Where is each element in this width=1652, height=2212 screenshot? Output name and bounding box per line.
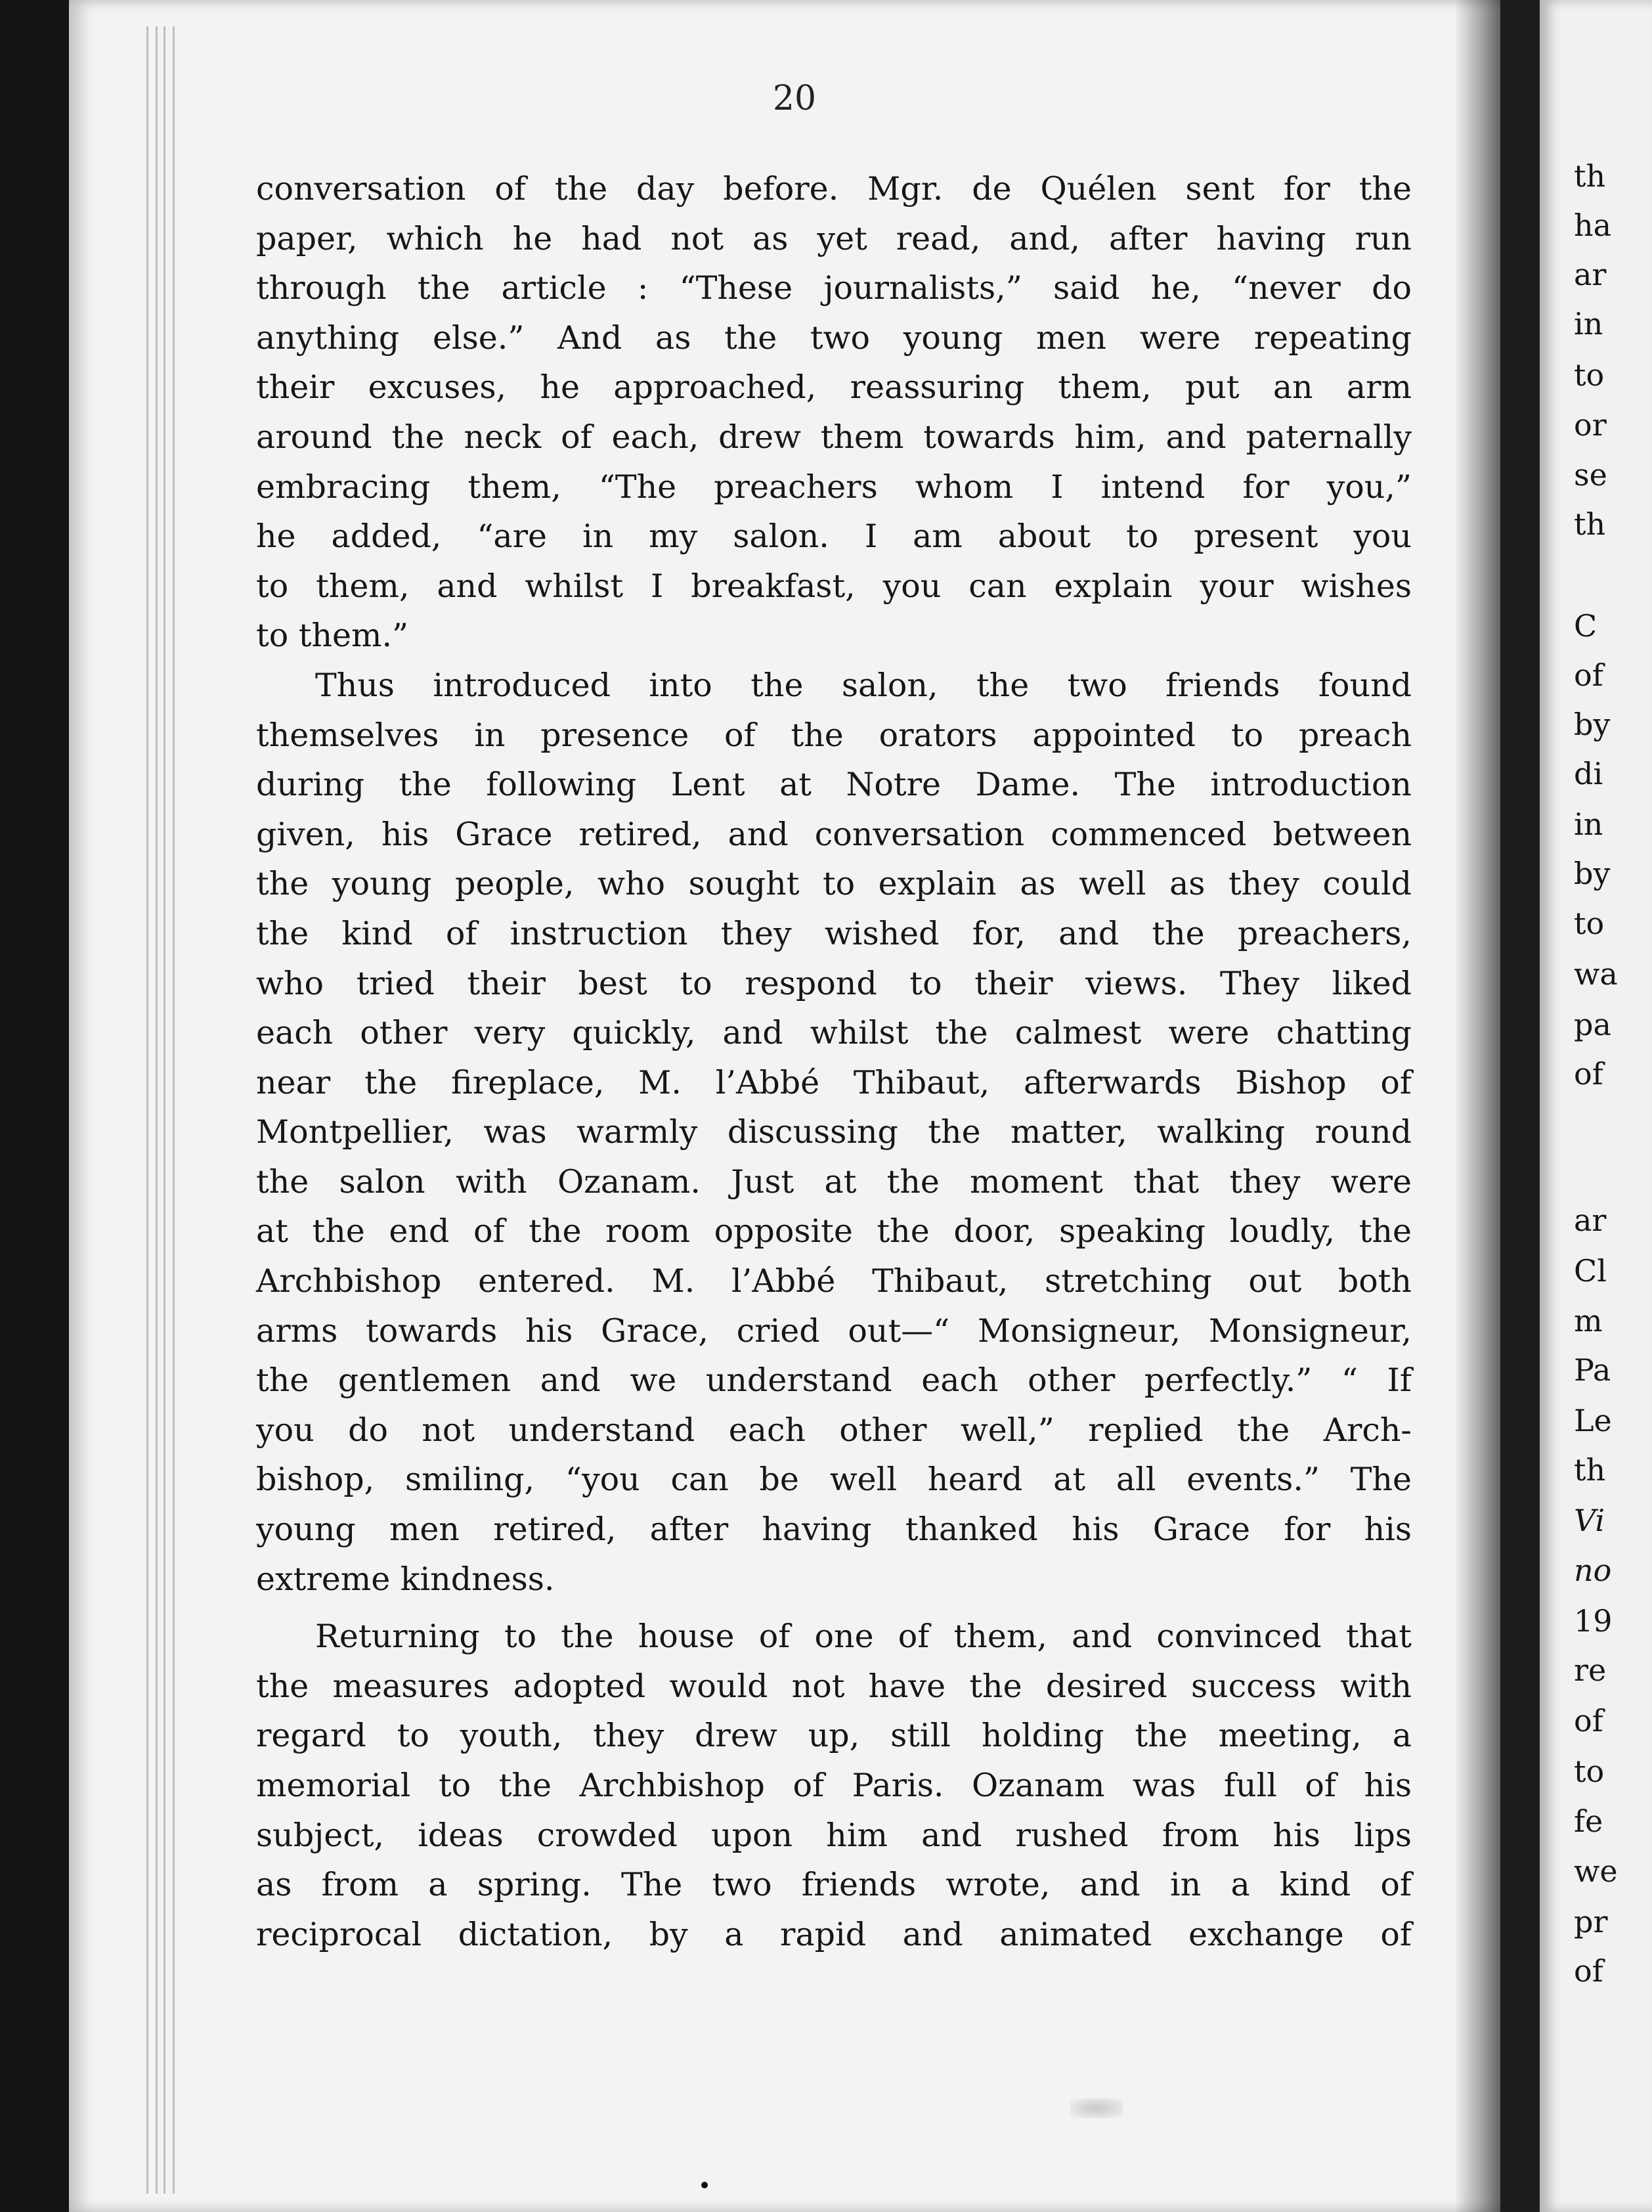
facing-page-fragment: th (1574, 506, 1606, 542)
facing-page-fragment: Pa (1574, 1352, 1611, 1388)
facing-page-fragment: Le (1574, 1403, 1612, 1438)
page-number: 20 (772, 79, 817, 118)
facing-page-fragment: wa (1574, 956, 1618, 992)
text-line: to them.” (256, 617, 409, 655)
facing-page-fragment: th (1574, 158, 1606, 194)
facing-page-fragment: re (1574, 1652, 1607, 1688)
facing-page-fragment: to (1574, 1754, 1605, 1789)
text-line: regard to youth, they drew up, still holding the meeting, a (256, 1717, 1412, 1755)
text-line: the measures adopted would not have the desired success with (256, 1667, 1412, 1705)
text-line: given, his Grace retired, and conversation commenced between (256, 815, 1412, 853)
facing-page-fragment: fe (1574, 1803, 1603, 1839)
facing-page-fragment: 19 (1574, 1603, 1613, 1639)
body-text (256, 164, 1412, 1959)
text-line: subject, ideas crowded upon him and rushed from his lips (256, 1816, 1412, 1854)
facing-page-fragment: ar (1574, 1203, 1607, 1238)
text-line: reciprocal dictation, by a rapid and animated exchange of (256, 1915, 1412, 1953)
text-line: the kind of instruction they wished for, and the preachers, (256, 914, 1412, 952)
facing-page-fragment: pa (1574, 1007, 1611, 1042)
text-line: the salon with Ozanam. Just at the moment that they were (256, 1162, 1412, 1201)
page-edge-lines (146, 26, 212, 2194)
book-gutter (1500, 0, 1540, 2212)
text-line: their excuses, he approached, reassuring them, put an arm (256, 368, 1412, 407)
print-smudge (1070, 2098, 1123, 2118)
facing-page-fragment: no (1574, 1553, 1612, 1588)
facing-page-fragment: in (1574, 807, 1603, 842)
facing-page-fragment: se (1574, 457, 1607, 493)
facing-page-fragment: C (1574, 608, 1598, 644)
text-line: who tried their best to respond to their views. They liked (256, 964, 1412, 1002)
facing-page-fragment: or (1574, 407, 1607, 443)
facing-page-fragment: th (1574, 1452, 1606, 1488)
facing-page-fragment: di (1574, 756, 1603, 791)
text-line: near the fireplace, M. l’Abbé Thibaut, afterwards Bishop of (256, 1063, 1412, 1101)
facing-page-fragment: of (1574, 1703, 1603, 1738)
text-line: bishop, smiling, “you can be well heard at all events.” The (256, 1461, 1412, 1499)
text-line: as from a spring. The two friends wrote, and in a kind of (256, 1866, 1412, 1904)
text-line: anything else.” And as the two young men were repeating (256, 319, 1412, 357)
text-line: through the article : “These journalists,” said he, “never do (256, 269, 1412, 307)
spine-shadow (1454, 0, 1500, 2212)
text-line: arms towards his Grace, cried out—“ Monsigneur, Monsigneur, (256, 1312, 1412, 1350)
facing-page-fragment: in (1574, 306, 1603, 342)
facing-page-fragment: m (1574, 1303, 1603, 1338)
facing-page-fragment: by (1574, 856, 1611, 891)
facing-page-fragment: by (1574, 707, 1611, 742)
facing-page-fragment: to (1574, 906, 1605, 941)
text-line: each other very quickly, and whilst the calmest were chatting (256, 1014, 1412, 1052)
facing-page-fragment: ar (1574, 257, 1607, 292)
facing-page-fragment: pr (1574, 1904, 1608, 1939)
text-line: memorial to the Archbishop of Paris. Ozanam was full of his (256, 1767, 1412, 1804)
text-line: the young people, who sought to explain as well as they could (256, 865, 1412, 903)
paragraph-1 (256, 164, 1412, 661)
text-line: Montpellier, was warmly discussing the matter, walking round (256, 1113, 1412, 1151)
text-line: embracing them, “The preachers whom I intend for you,” (256, 468, 1412, 506)
text-line: Archbishop entered. M. l’Abbé Thibaut, stretching out both (256, 1262, 1412, 1300)
text-line: you do not understand each other well,” replied the Arch- (256, 1411, 1412, 1449)
facing-page-fragment: of (1574, 657, 1603, 693)
facing-page-fragment: of (1574, 1953, 1603, 1989)
text-line: Returning to the house of one of them, and convinced that (315, 1618, 1412, 1656)
paragraph-2 (256, 661, 1412, 1604)
text-line: at the end of the room opposite the door, speaking loudly, the (256, 1212, 1412, 1250)
text-line: during the following Lent at Notre Dame. The introduction (256, 766, 1412, 804)
text-line: young men retired, after having thanked his Grace for his (256, 1511, 1412, 1549)
text-line: extreme kindness. (256, 1560, 555, 1598)
text-line: paper, which he had not as yet read, and, after having run (256, 219, 1412, 257)
facing-page-fragment: of (1574, 1056, 1603, 1092)
text-line: he added, “are in my salon. I am about to present you (256, 518, 1412, 556)
text-line: the gentlemen and we understand each other perfectly.” “ If (256, 1361, 1412, 1400)
text-line: themselves in presence of the orators appointed to preach (256, 716, 1412, 754)
facing-page-fragment: to (1574, 357, 1605, 393)
facing-page-edge (1540, 0, 1652, 2212)
facing-page-fragment: Cl (1574, 1253, 1607, 1289)
text-line: conversation of the day before. Mgr. de Quélen sent for the (256, 170, 1412, 208)
facing-page-fragment: we (1574, 1853, 1618, 1889)
facing-page-fragment: ha (1574, 208, 1612, 243)
text-line: to them, and whilst I breakfast, you can explain your wishes (256, 567, 1412, 605)
paragraph-3 (256, 1612, 1412, 1959)
ink-dot (701, 2182, 708, 2188)
text-line: around the neck of each, drew them towards him, and paternally (256, 418, 1412, 456)
facing-page-fragment: Vi (1574, 1503, 1605, 1538)
text-line: Thus introduced into the salon, the two friends found (315, 666, 1412, 704)
